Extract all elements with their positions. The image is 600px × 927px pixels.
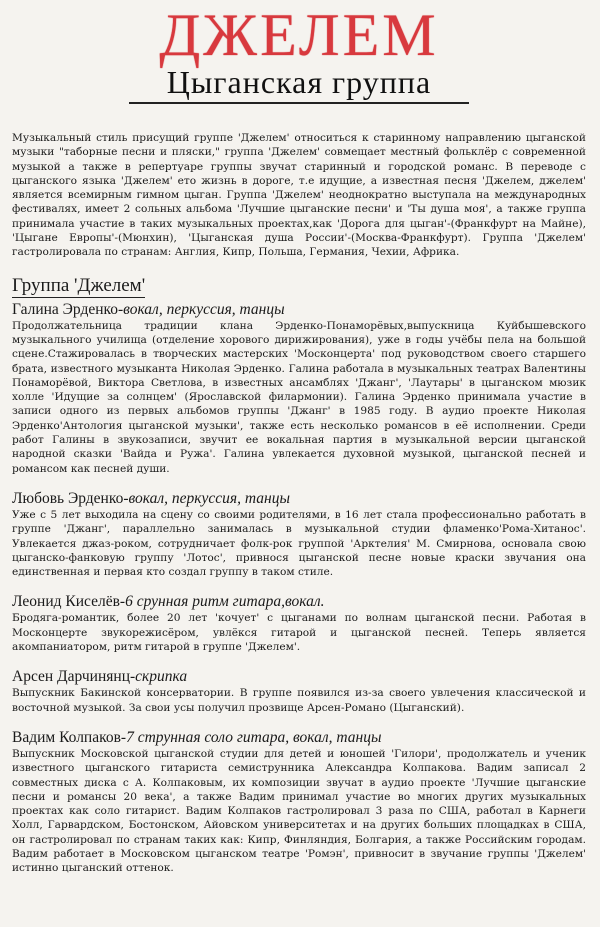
intro-paragraph: Музыкальный стиль присущий группе 'Джелем' относиться к старинному направлению цыганской музыки "таборные песни и пляски," группа 'Джелем' совмещает местный фольклёр с современной музыкой а также в репертуаре группы звучат старинный и городской романс. В переводе с цыганского языка 'Джелем' ето жизнь в дороге, т.е идущие, а известная песня 'Джелем, джелем' является всемирным гимном цыган. Группа 'Джелем' неоднократно выступала на международных фестивалях, имеет 2 сольных альбома 'Лучшие цыганские песни' и 'Ты душа моя', а также группа принимала участие в таких музыкальных проектах,как 'Дорога для цыган'-(Франкфурт на Майне), 'Цыгане Европы'-(Мюнхин), 'Цыганская душа России'-(Москва-Франкфурт). Группа 'Джелем' гастролировала по странам: Англия, Кипр, Польша, Германия, Чехии, Африка. bbox=[12, 132, 586, 259]
title-divider bbox=[129, 102, 469, 104]
member-role: вокал, перкуссия, танцы bbox=[123, 300, 285, 318]
member-heading bbox=[12, 490, 586, 508]
page-subtitle: Цыганская группа bbox=[166, 64, 432, 100]
member-heading bbox=[12, 301, 586, 319]
member-lyubov bbox=[12, 490, 586, 579]
member-role: скрипка bbox=[135, 668, 188, 686]
member-heading bbox=[12, 668, 586, 686]
member-role: 6 срунная ритм гитара,вокал. bbox=[125, 593, 325, 611]
member-galina bbox=[12, 301, 586, 476]
member-name: Вадим Колпаков- bbox=[12, 728, 127, 746]
member-heading bbox=[12, 593, 586, 611]
member-bio: Уже с 5 лет выходила на сцену со своими родителями, в 16 лет стала профессионально работать в группе 'Джанг', параллельно занималась в музыкальной студии фламенко'Рома-Хитанос'. Увлекается джаз-роком, сотрудничает фолк-рок группой 'Арктелия' М. Смирнова, основала свою цыганско-фанковую группу 'Лотос', привнося цыганской песне новые краски звучания она единственная и первая кто создал группу в таком стиле. bbox=[12, 508, 586, 579]
group-section-title: Группа 'Джелем' bbox=[12, 274, 146, 296]
member-role: 7 струнная соло гитара, вокал, танцы bbox=[126, 728, 382, 746]
member-name: Любовь Эрденко- bbox=[12, 489, 129, 507]
member-name: Арсен Дарчинянц- bbox=[12, 668, 136, 686]
member-bio: Выпускник Бакинской консерватории. В группе появился из-за своего увлечения классической и восточной музыкой. За свои усы получил прозвище Арсен-Романо (Цыганский). bbox=[12, 687, 586, 714]
member-arsen bbox=[12, 668, 586, 715]
member-bio: Продолжательница традиции клана Эрденко-Понаморёвых,выпускница Куйбышевского музыкального училища (отделение хорового дирижирования), уже в годы учёбы пела на большой сцене.Стажировалась в творческих мастерских 'Москонцерта' под руководством своего старшего брата, известного музыканта Николая Эрденко. Галина работала в музыкальных театрах Валентины Понаморёвой, Виктора Светлова, в известных ансамблях 'Джанг', 'Лаутары' в цыганском мюзик холле 'Идущие за солнцем' (Ярославской филармонии). Галина Эрденко принимала участие в записи одного из первых альбомов группы 'Джанг' в 1985 году. В аудио проекте Николая Эрденко'Антология цыганской музыки', также есть несколько романсов в её исполнении. Среди работ Галины в звукозаписи, звучит ее вокальная партия в музыкальной версии цыганской народной сказки 'Вайда и Ружа'. Галина увлекается духовной музыкой, цыганской песней и романсом как песней души. bbox=[12, 319, 586, 475]
member-bio: Бродяга-романтик, более 20 лет 'кочует' с цыганами по волнам цыганской песни. Работая в Москонцерте звукорежиcёром, увлёкся гитарой и цыганской песней. Теперь является акомпаниатором, ритм гитарой в группе 'Джелем'. bbox=[12, 612, 586, 654]
member-vadim bbox=[12, 729, 586, 876]
member-role: вокал, перкуссия, танцы bbox=[128, 489, 290, 507]
member-bio: Выпускник Московской цыганской студии для детей и юношей 'Гилори', продолжатель и ученик известного цыганского гитариста семиструнника Александра Колпакова. Вадим записал 2 совместных диска с А. Колпаковым, их композиции звучат в аудио проекте 'Лучшие цыганские песни и романсы 20 века', а также Вадим принимал участие во многих других музыкальных проектах как соло гитарист. Вадим Колпаков гастролировал 3 раза по США, работал в Карнеги Холл, Гарвардском, Бостонском, Айовском университетах и на других больших площадках в США, он гастролировал по странам таких как: Кипр, Финляндия, Болгария, а также Российским городам. Вадим работает в Московском цыганском театре 'Ромэн', привносит в звучание группы 'Джелем' истинно цыганский оттенок. bbox=[12, 747, 586, 875]
member-name: Галина Эрденко- bbox=[12, 300, 124, 318]
page-title: ДЖЕЛЕМ bbox=[159, 2, 439, 68]
member-name: Леонид Киселёв- bbox=[12, 593, 126, 611]
member-heading bbox=[12, 729, 586, 747]
member-leonid bbox=[12, 593, 586, 654]
